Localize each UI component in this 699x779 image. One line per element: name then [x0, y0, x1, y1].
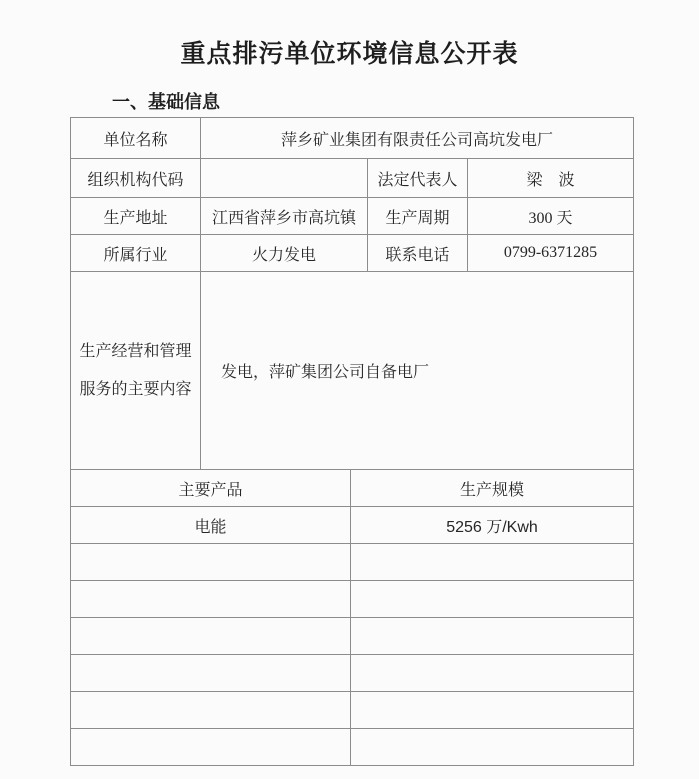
legal-rep-label: 法定代表人 [368, 159, 468, 198]
scale-value [351, 618, 634, 655]
scale-value [351, 544, 634, 581]
product-value [71, 618, 351, 655]
scale-column-header: 生产规模 [351, 470, 634, 507]
phone-value: 0799-6371285 [468, 235, 634, 272]
phone-label: 联系电话 [368, 235, 468, 272]
product-value [71, 581, 351, 618]
unit-name-value: 萍乡矿业集团有限责任公司高坑发电厂 [201, 118, 634, 159]
product-value [71, 655, 351, 692]
table-header-row [71, 470, 634, 507]
table-row [71, 198, 634, 235]
scale-value [351, 581, 634, 618]
product-value: 电能 [71, 507, 351, 544]
org-code-value [201, 159, 368, 198]
scale-value [351, 729, 634, 766]
address-value: 江西省萍乡市高坑镇 [201, 198, 368, 235]
table-row [71, 581, 634, 618]
cycle-value: 300 天 [468, 198, 634, 235]
table-row [71, 729, 634, 766]
table-row [71, 118, 634, 159]
legal-rep-value: 梁 波 [468, 159, 634, 198]
industry-label: 所属行业 [71, 235, 201, 272]
scale-value [351, 655, 634, 692]
unit-name-label: 单位名称 [71, 118, 201, 159]
address-label: 生产地址 [71, 198, 201, 235]
document-title: 重点排污单位环境信息公开表 [180, 41, 519, 68]
table-row [71, 618, 634, 655]
org-code-label: 组织机构代码 [71, 159, 201, 198]
product-value [71, 692, 351, 729]
cycle-label: 生产周期 [368, 198, 468, 235]
basic-info-table-wrapper [70, 117, 633, 766]
table-row [71, 159, 634, 198]
product-value [71, 729, 351, 766]
table-row [71, 235, 634, 272]
scope-label-line1: 生产经营和管理 [79, 342, 192, 360]
industry-value: 火力发电 [201, 235, 368, 272]
section-heading-basic-info: 一、基础信息 [112, 92, 220, 112]
scope-label-line2: 服务的主要内容 [79, 380, 192, 398]
table-row [71, 655, 634, 692]
product-column-header: 主要产品 [71, 470, 351, 507]
table-row [71, 272, 634, 470]
table-row [71, 544, 634, 581]
scale-value: 5256 万/Kwh [351, 507, 634, 544]
basic-info-table [70, 117, 634, 470]
product-value [71, 544, 351, 581]
table-row [71, 692, 634, 729]
table-row [71, 507, 634, 544]
scope-label [71, 272, 201, 470]
scale-value [351, 692, 634, 729]
scope-value: 发电，萍矿集团公司自备电厂 [201, 272, 634, 470]
products-table [70, 469, 634, 766]
